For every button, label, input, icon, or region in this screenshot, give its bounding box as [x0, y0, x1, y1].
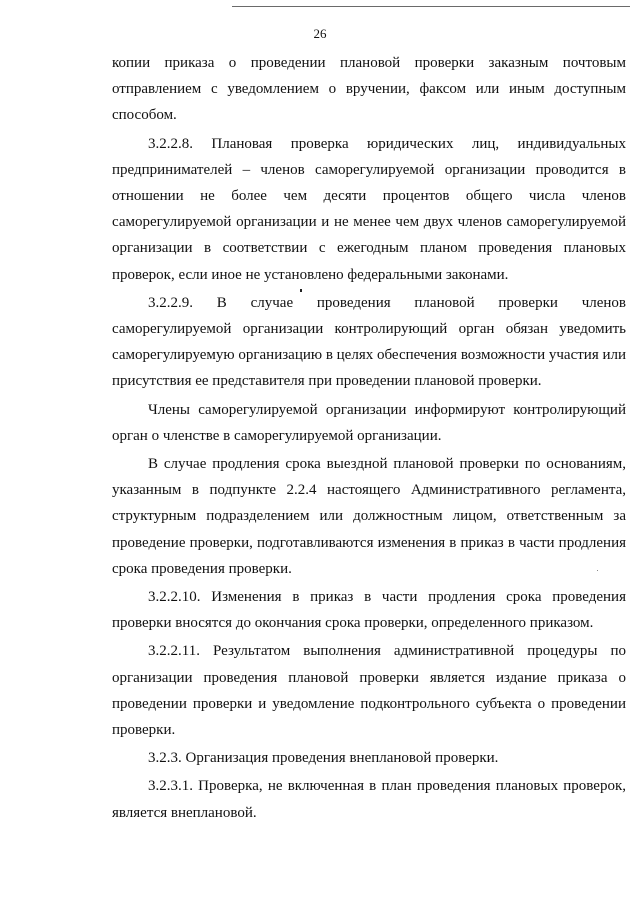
paragraph-3-2-2-10: 3.2.2.10. Изменения в приказ в части продления срока проведения проверки вносятся до окончания срока проверки, определенного приказом.: [112, 589, 626, 632]
scan-speck: [597, 570, 598, 571]
paragraph-continuation: копии приказа о проведении плановой проверки заказным почтовым отправлением с уведомлением о вручении, факсом или иным доступным способом.: [112, 55, 626, 124]
paragraph-3-2-2-11: 3.2.2.11. Результатом выполнения административной процедуры по организации проведения плановой проверки является издание приказа о проведении проверки и уведомление подконтрольного субъекта о проведении проверки.: [112, 643, 626, 739]
paragraph-3-2-2-8: 3.2.2.8. Плановая проверка юридических лиц, индивидуальных предпринимателей – членов саморегулируемой организации проводится в отношении не более чем десяти процентов общего числа членов саморегулируемой организации и не менее чем двух членов саморегулируемой организации в соответствии с ежегодным планом проведения плановых проверок, если иное не установлено федеральными законами.: [112, 135, 626, 283]
paragraph-3-2-2-9: 3.2.2.9. В случае проведения плановой проверки членов саморегулируемой организации контролирующий орган обязан уведомить саморегулируемую организацию в целях обеспечения возможности участия или присутствия ее представителя при проведении плановой проверки.: [112, 294, 627, 390]
top-rule: [232, 6, 630, 7]
paragraph-3-2-3: 3.2.3. Организация проведения внеплановой проверки.: [148, 750, 499, 767]
page-number: 26: [313, 26, 327, 41]
document-body: [112, 50, 626, 826]
scan-speck: [300, 289, 302, 292]
paragraph-extension: В случае продления срока выездной плановой проверки по основаниям, указанным в подпункте 2.2.4 настоящего Административного регламента, структурным подразделением или должностным лицом, ответственным за проведение проверки, подготавливаются изменения в приказ в части продления срока проведения проверки.: [112, 456, 626, 577]
paragraph-members-inform: Члены саморегулируемой организации информируют контролирующий орган о членстве в саморегулируемой организации.: [112, 401, 626, 444]
paragraph-3-2-3-1: 3.2.3.1. Проверка, не включенная в план проведения плановых проверок, является внеплановой.: [112, 778, 626, 821]
